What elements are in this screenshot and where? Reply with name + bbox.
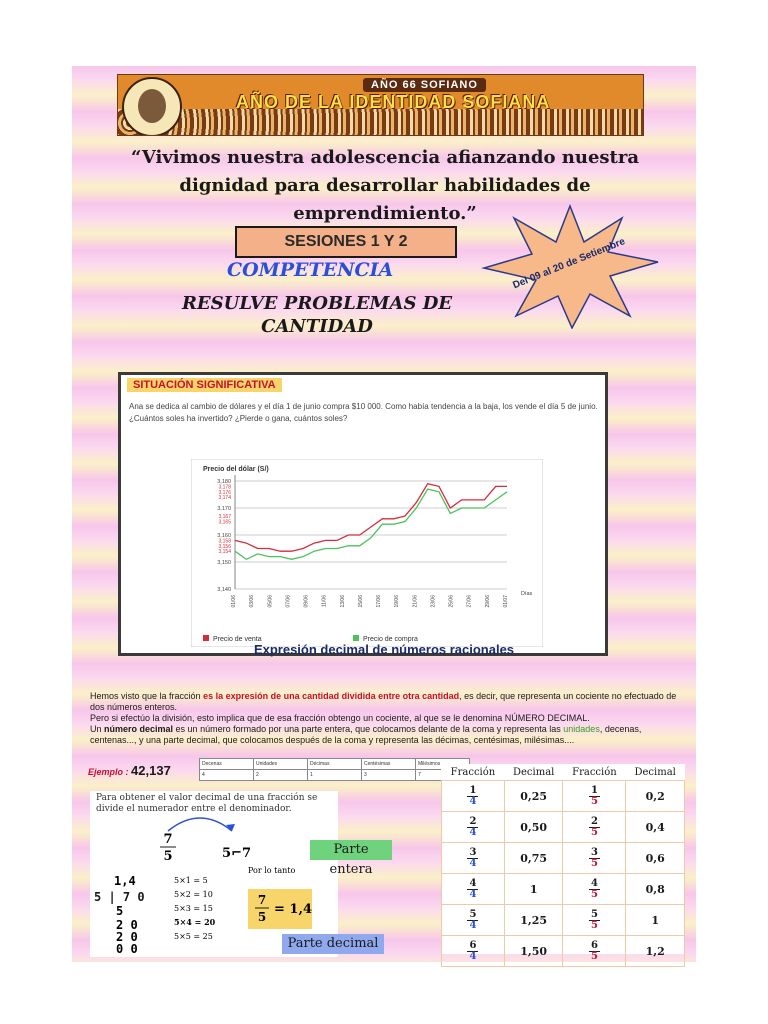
table-row — [442, 781, 685, 812]
y-marker-label: 3,174 — [218, 495, 231, 502]
pv-value: 1 — [308, 770, 362, 781]
fraction-cell: $\frac{2}{5}$ — [563, 812, 626, 843]
situacion-text-2: ¿Cuántos soles ha invertido? ¿Pierde o gana, cuántos soles? — [129, 414, 348, 423]
fraction-cell: $\frac{4}{5}$ — [563, 874, 626, 905]
division-expression: 5⌐7 — [222, 846, 251, 861]
motto-quote: “Vivimos nuestra adolescencia afianzando nuestra dignidad para desarrollar habilidades de emprendimiento.” — [130, 147, 640, 224]
decimal-cell: 0,2 — [626, 781, 685, 812]
col-header: Decimal — [634, 766, 676, 778]
decimal-cell: 0,75 — [504, 843, 563, 874]
decimal-cell: 0,6 — [626, 843, 685, 874]
legend-swatch — [353, 635, 359, 641]
expresion-title: Expresión decimal de números racionales — [253, 642, 515, 657]
decimal-cell: 0,50 — [504, 812, 563, 843]
fraction-cell: $\frac{5}{4}$ — [442, 905, 505, 936]
legend-label: Precio de venta — [213, 636, 262, 643]
x-tick-label: 25/06 — [448, 595, 455, 608]
expresion-p1: Hemos visto que la fracción es la expresión de una cantidad dividida entre otra cantidad, es decir, que representa un cociente no efectuado de dos números enteros. — [90, 691, 677, 712]
x-tick-label: 13/06 — [339, 595, 346, 608]
competencia-title: RESULVE PROBLEMAS DE CANTIDAD — [181, 293, 453, 337]
table-row — [442, 905, 685, 936]
decimal-cell: 1,25 — [504, 905, 563, 936]
table-row — [442, 812, 685, 843]
x-axis-label: Días — [521, 591, 533, 597]
x-tick-label: 03/06 — [249, 595, 256, 608]
y-marker-label: 3,154 — [218, 549, 231, 556]
y-tick-label: 3,160 — [217, 533, 231, 539]
banner-year: AÑO 66 SOFIANO — [363, 78, 486, 92]
pv-value: 7 — [416, 770, 470, 781]
parte-decimal-label: Parte decimal — [282, 934, 384, 954]
col-header: Fracción — [450, 766, 496, 778]
fraction-denominator: 5 — [163, 849, 173, 864]
decimal-cell: 0,25 — [504, 781, 563, 812]
y-marker-label: 3,156 — [218, 543, 231, 550]
table-row — [442, 936, 685, 967]
situacion-text — [129, 401, 599, 425]
division-step: 2 0 — [116, 918, 138, 932]
division-step: 2 0 — [116, 930, 138, 944]
dividend: 5 | 7 0 — [94, 890, 145, 904]
decimal-cell: 1,2 — [626, 936, 685, 967]
result-frac-n: 7 — [257, 893, 267, 907]
pv-header: Milésimos — [416, 759, 470, 770]
pv-value: 3 — [362, 770, 416, 781]
place-value-table — [199, 758, 470, 781]
y-marker-label: 3,167 — [218, 514, 231, 521]
banner-title: AÑO DE LA IDENTIDAD SOFIANA — [236, 92, 551, 112]
mult-row: 5×5 = 25 — [174, 932, 213, 941]
pv-value: 4 — [200, 770, 254, 781]
mult-row: 5×1 = 5 — [174, 876, 208, 885]
school-banner — [117, 74, 644, 136]
situacion-heading: SITUACIÓN SIGNIFICATIVA — [127, 378, 282, 392]
pv-value: 2 — [254, 770, 308, 781]
mult-row: 5×4 = 20 — [174, 917, 216, 927]
legend-swatch — [203, 635, 209, 641]
fraction-cell: $\frac{2}{4}$ — [442, 812, 505, 843]
y-marker-label: 3,165 — [218, 519, 231, 526]
chart-frame — [191, 459, 543, 647]
parte-entera-label: Parte entera — [310, 840, 392, 860]
fraction-decimal-table — [441, 764, 685, 967]
result-value: = 1,4 — [274, 902, 313, 917]
decimal-cell: 1,50 — [504, 936, 563, 967]
fraction-cell: $\frac{4}{4}$ — [442, 874, 505, 905]
table-row — [442, 874, 685, 905]
x-tick-label: 27/06 — [466, 595, 473, 608]
fraction-decimal-table-panel — [441, 764, 685, 962]
x-tick-label: 01/07 — [503, 595, 509, 608]
result-frac-d: 5 — [257, 910, 267, 924]
por-lo-tanto: Por lo tanto — [248, 866, 296, 875]
expresion-p3: Un número decimal es un número formado por una parte entera, que colocamos delante de la coma y representa las unidades, decenas, centenas..., y una parte decimal, que colocamos después de la coma y representa las décimas, centésimas, milésimas.... — [90, 724, 642, 745]
x-tick-label: 29/06 — [484, 595, 491, 608]
fraction-cell: $\frac{1}{4}$ — [442, 781, 505, 812]
mult-row: 5×3 = 15 — [174, 904, 213, 913]
fraction-cell: $\frac{3}{4}$ — [442, 843, 505, 874]
x-tick-label: 15/06 — [357, 595, 364, 608]
pv-header: Décimas — [308, 759, 362, 770]
y-tick-label: 3,170 — [217, 506, 231, 512]
y-marker-label: 3,158 — [218, 538, 231, 545]
y-tick-label: 3,180 — [217, 479, 231, 485]
decimal-cell: 0,8 — [626, 874, 685, 905]
pv-header: Centésimas — [362, 759, 416, 770]
division-step: 5 — [116, 904, 124, 918]
fraction-cell: $\frac{3}{5}$ — [563, 843, 626, 874]
star-text: Del 09 al 20 de Setiembre — [511, 236, 627, 292]
fraction-cell: $\frac{1}{5}$ — [563, 781, 626, 812]
fraction-cell: $\frac{5}{5}$ — [563, 905, 626, 936]
worksheet-page — [72, 66, 696, 962]
competencia-heading: COMPETENCIA — [227, 259, 394, 281]
expresion-p2: Pero si efectúo la división, esto implica que de esa fracción obtengo un cociente, al que se le denomina NÚMERO DECIMAL. — [90, 713, 590, 723]
x-tick-label: 01/06 — [231, 595, 237, 608]
x-tick-label: 19/06 — [394, 595, 401, 608]
fraction-numerator: 7 — [163, 832, 173, 847]
y-tick-label: 3,150 — [217, 560, 231, 566]
division-panel — [90, 791, 338, 957]
table-row — [442, 843, 685, 874]
situacion-text-1: Ana se dedica al cambio de dólares y el día 1 de junio compra $10 000. Como había tendencia a la baja, los vende el día 5 de junio. — [129, 402, 598, 411]
x-tick-label: 07/06 — [285, 595, 292, 608]
x-tick-label: 21/06 — [412, 595, 419, 608]
legend-label: Precio de compra — [363, 636, 418, 643]
pv-header: Decenas — [200, 759, 254, 770]
date-star-badge — [480, 204, 660, 329]
x-tick-label: 05/06 — [267, 595, 274, 608]
x-tick-label: 23/06 — [430, 595, 437, 608]
dollar-price-chart — [191, 459, 543, 647]
division-step: 0 0 — [116, 942, 138, 956]
decimal-cell: 1 — [626, 905, 685, 936]
fraction-cell: $\frac{6}{4}$ — [442, 936, 505, 967]
x-tick-label: 17/06 — [376, 595, 383, 608]
expresion-text — [90, 691, 690, 746]
division-intro: Para obtener el valor decimal de una fracción se divide el numerador entre el denominador. — [96, 793, 318, 814]
decimal-cell: 1 — [504, 874, 563, 905]
x-tick-label: 11/06 — [321, 595, 328, 608]
fraction-cell: $\frac{6}{5}$ — [563, 936, 626, 967]
ejemplo: Ejemplo : 42,137 — [88, 763, 171, 778]
school-seal-icon — [122, 77, 182, 136]
division-illustration — [90, 791, 338, 957]
col-header: Decimal — [512, 766, 555, 778]
x-tick-label: 09/06 — [303, 595, 310, 608]
quotient: 1,4 — [114, 874, 136, 888]
col-header: Fracción — [572, 766, 617, 778]
situacion-panel — [118, 372, 608, 656]
chart-title: Precio del dólar (S/) — [203, 466, 269, 473]
y-tick-label: 3,140 — [217, 587, 231, 593]
decimal-cell: 0,4 — [626, 812, 685, 843]
y-marker-label: 3,178 — [218, 484, 231, 491]
curved-arrow-icon — [168, 818, 232, 831]
y-marker-label: 3,176 — [218, 489, 231, 496]
sessions-label: SESIONES 1 Y 2 — [235, 226, 457, 258]
pv-header: Unidades — [254, 759, 308, 770]
mult-row: 5×2 = 10 — [174, 890, 213, 899]
